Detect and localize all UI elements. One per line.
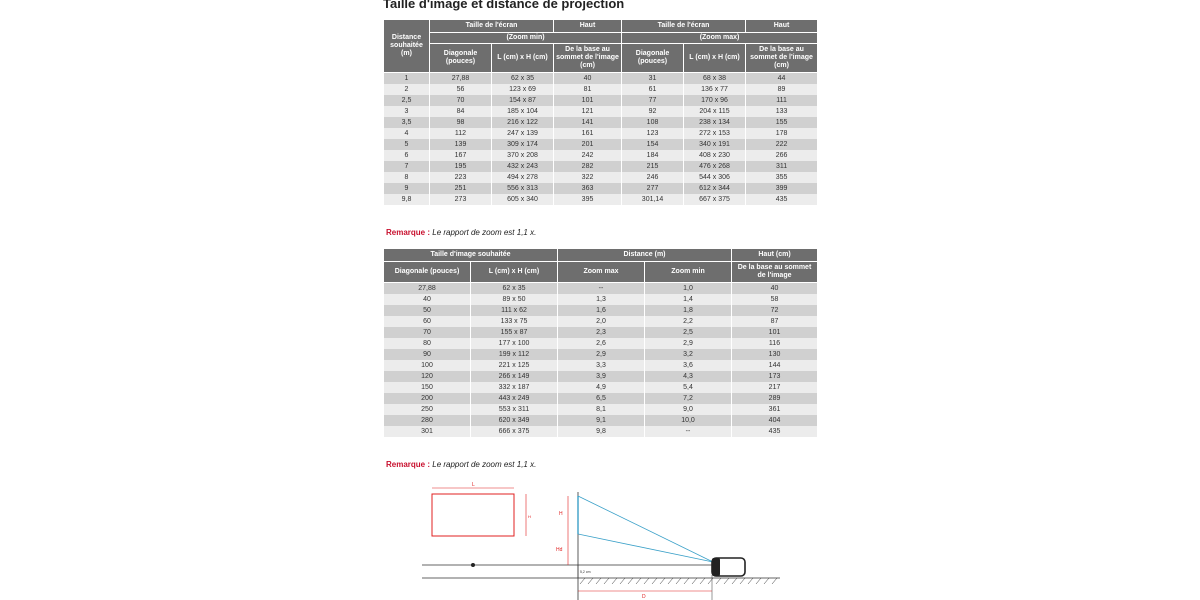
table-cell: 273 [430, 194, 492, 205]
image-size-table [383, 248, 818, 437]
table-cell: 301,14 [622, 194, 684, 205]
table-cell: 217 [732, 382, 818, 393]
table-row [384, 393, 818, 404]
height-label-small: H [528, 514, 531, 519]
table-cell: 50 [384, 305, 471, 316]
table-cell: 1,6 [558, 305, 645, 316]
table-cell: 133 [746, 106, 818, 117]
table-cell: 112 [430, 128, 492, 139]
table-cell: 250 [384, 404, 471, 415]
table-cell: 108 [622, 117, 684, 128]
table-cell: 215 [622, 161, 684, 172]
table-cell: 89 x 50 [471, 294, 558, 305]
table-row [384, 305, 818, 316]
table-cell: 10,0 [645, 415, 732, 426]
table-cell: 9,1 [558, 415, 645, 426]
table-cell: 98 [430, 117, 492, 128]
table-cell: 58 [732, 294, 818, 305]
table-cell: 40 [554, 73, 622, 85]
table-cell: 1,0 [645, 283, 732, 295]
table-cell: 272 x 153 [684, 128, 746, 139]
table-cell: 4,3 [645, 371, 732, 382]
table-cell: 154 x 87 [492, 95, 554, 106]
header-top: Haut (cm) [732, 249, 818, 262]
table-cell: 4 [384, 128, 430, 139]
table-cell: 9,0 [645, 404, 732, 415]
table-cell: 121 [554, 106, 622, 117]
table-cell: 553 x 311 [471, 404, 558, 415]
table-cell: 62 x 35 [492, 73, 554, 85]
header-image-size: Taille d'image souhaitée [384, 249, 558, 262]
table-cell: 1,3 [558, 294, 645, 305]
table-row [384, 172, 818, 183]
table-cell: 2,9 [558, 349, 645, 360]
header-zoom-max: (Zoom max) [622, 33, 818, 44]
table-row [384, 84, 818, 95]
table-row [384, 161, 818, 172]
table-cell: 5 [384, 139, 430, 150]
table-cell: 154 [622, 139, 684, 150]
floor-dot [471, 563, 475, 567]
table-cell: 6 [384, 150, 430, 161]
table-cell: 408 x 230 [684, 150, 746, 161]
table-body [384, 73, 818, 206]
note-label: Remarque : [386, 460, 431, 469]
table-cell: 177 x 100 [471, 338, 558, 349]
header-zoom-max: Zoom max [558, 262, 645, 283]
header-lh-max: L (cm) x H (cm) [684, 44, 746, 73]
table-cell: 60 [384, 316, 471, 327]
table-cell: 201 [554, 139, 622, 150]
beam-top [578, 496, 713, 562]
table-cell: 238 x 134 [684, 117, 746, 128]
header-distance: Distance (m) [558, 249, 732, 262]
table-cell: 44 [746, 73, 818, 85]
header-diag-min: Diagonale (pouces) [430, 44, 492, 73]
table-cell: 494 x 278 [492, 172, 554, 183]
table-cell: 399 [746, 183, 818, 194]
table-row [384, 371, 818, 382]
table-cell: 3,2 [645, 349, 732, 360]
table-row [384, 294, 818, 305]
table-cell: 3 [384, 106, 430, 117]
table-cell: 544 x 306 [684, 172, 746, 183]
table-row [384, 95, 818, 106]
table-cell: 111 x 62 [471, 305, 558, 316]
table-cell: 27,88 [430, 73, 492, 85]
table-cell: 123 x 69 [492, 84, 554, 95]
table-cell: 280 [384, 415, 471, 426]
table-row [384, 426, 818, 437]
table-cell: 666 x 375 [471, 426, 558, 437]
table-cell: 432 x 243 [492, 161, 554, 172]
screen-rect [432, 494, 514, 536]
projector-lens [712, 558, 720, 576]
table-row [384, 327, 818, 338]
table-cell: 332 x 187 [471, 382, 558, 393]
table-cell: -- [645, 426, 732, 437]
table-cell: 289 [732, 393, 818, 404]
table-cell: 120 [384, 371, 471, 382]
table-cell: 61 [622, 84, 684, 95]
table-cell: 195 [430, 161, 492, 172]
table-cell: 185 x 104 [492, 106, 554, 117]
table-cell: 5,4 [645, 382, 732, 393]
table-cell: 620 x 349 [471, 415, 558, 426]
table-cell: 161 [554, 128, 622, 139]
table-cell: 173 [732, 371, 818, 382]
table-cell: 199 x 112 [471, 349, 558, 360]
table-row [384, 360, 818, 371]
table-row [384, 382, 818, 393]
header-distance: Distance souhaitée (m) [384, 20, 430, 73]
base-height-label: Hd [556, 547, 563, 553]
table-cell: 311 [746, 161, 818, 172]
table-cell: 221 x 125 [471, 360, 558, 371]
table-cell: 322 [554, 172, 622, 183]
table-cell: 3,5 [384, 117, 430, 128]
table-cell: 2,3 [558, 327, 645, 338]
table-row [384, 283, 818, 295]
table-cell: 3,3 [558, 360, 645, 371]
table-cell: 395 [554, 194, 622, 205]
header-diag-max: Diagonale (pouces) [622, 44, 684, 73]
table-cell: 667 x 375 [684, 194, 746, 205]
table-cell: 2,5 [384, 95, 430, 106]
table-cell: 4,9 [558, 382, 645, 393]
table-row [384, 338, 818, 349]
table-cell: 435 [732, 426, 818, 437]
table-cell: 3,6 [645, 360, 732, 371]
table-cell: 1,8 [645, 305, 732, 316]
table-cell: 77 [622, 95, 684, 106]
header-base: De la base au sommet de l'image [732, 262, 818, 283]
table-cell: 40 [384, 294, 471, 305]
table-cell: 266 [746, 150, 818, 161]
table-cell: 70 [430, 95, 492, 106]
table-cell: 111 [746, 95, 818, 106]
table-row [384, 150, 818, 161]
table-cell: 167 [430, 150, 492, 161]
projection-distance-table [383, 19, 818, 205]
table-row [384, 106, 818, 117]
floor-hatch [580, 578, 777, 584]
width-label: L [472, 482, 475, 488]
projection-diagram [420, 478, 780, 600]
table-cell: 370 x 208 [492, 150, 554, 161]
table-cell: 184 [622, 150, 684, 161]
table-cell: 251 [430, 183, 492, 194]
table-cell: 155 [746, 117, 818, 128]
table-row [384, 117, 818, 128]
table-cell: 605 x 340 [492, 194, 554, 205]
table-cell: 200 [384, 393, 471, 404]
header-zoom-min: Zoom min [645, 262, 732, 283]
table-cell: 435 [746, 194, 818, 205]
table-row [384, 349, 818, 360]
table-cell: 7,2 [645, 393, 732, 404]
table-cell: 170 x 96 [684, 95, 746, 106]
header-base-max: De la base au sommet de l'image (cm) [746, 44, 818, 73]
header-screen-size-min: Taille de l'écran [430, 20, 554, 33]
table-cell: 9 [384, 183, 430, 194]
beam-bottom [578, 534, 713, 562]
table-cell: 612 x 344 [684, 183, 746, 194]
table-cell: 266 x 149 [471, 371, 558, 382]
table-cell: 556 x 313 [492, 183, 554, 194]
header-screen-size-max: Taille de l'écran [622, 20, 746, 33]
table-cell: 8 [384, 172, 430, 183]
table-cell: 100 [384, 360, 471, 371]
table-cell: 150 [384, 382, 471, 393]
table-cell: 2,9 [645, 338, 732, 349]
table-cell: 247 x 139 [492, 128, 554, 139]
table-cell: 81 [554, 84, 622, 95]
distance-label: D [642, 594, 646, 600]
table-cell: 123 [622, 128, 684, 139]
table-cell: 80 [384, 338, 471, 349]
table-cell: 404 [732, 415, 818, 426]
table-cell: 2,6 [558, 338, 645, 349]
table-cell: 277 [622, 183, 684, 194]
table-cell: 282 [554, 161, 622, 172]
header-zoom-min: (Zoom min) [430, 33, 622, 44]
offset-label: 5,2 cm [580, 570, 591, 574]
table-cell: 242 [554, 150, 622, 161]
table-cell: 7 [384, 161, 430, 172]
table-cell: 2,2 [645, 316, 732, 327]
table-cell: 56 [430, 84, 492, 95]
table-cell: 9,8 [384, 194, 430, 205]
table-cell: 204 x 115 [684, 106, 746, 117]
table-cell: 361 [732, 404, 818, 415]
table-row [384, 128, 818, 139]
table-cell: 70 [384, 327, 471, 338]
table-cell: -- [558, 283, 645, 295]
table-cell: 3,9 [558, 371, 645, 382]
table-cell: 309 x 174 [492, 139, 554, 150]
table-cell: 101 [554, 95, 622, 106]
table-row [384, 139, 818, 150]
table-row [384, 183, 818, 194]
note-label: Remarque : [386, 228, 431, 237]
header-diag: Diagonale (pouces) [384, 262, 471, 283]
table-cell: 2,5 [645, 327, 732, 338]
table-cell: 8,1 [558, 404, 645, 415]
table-cell: 9,8 [558, 426, 645, 437]
table-cell: 363 [554, 183, 622, 194]
table-cell: 2 [384, 84, 430, 95]
table-row [384, 316, 818, 327]
note-text: Le rapport de zoom est 1,1 x. [432, 460, 537, 469]
table-cell: 133 x 75 [471, 316, 558, 327]
table-cell: 340 x 191 [684, 139, 746, 150]
note-text: Le rapport de zoom est 1,1 x. [432, 228, 537, 237]
table-cell: 246 [622, 172, 684, 183]
table-row [384, 194, 818, 205]
table-cell: 101 [732, 327, 818, 338]
table-cell: 443 x 249 [471, 393, 558, 404]
table-cell: 2,0 [558, 316, 645, 327]
table-cell: 141 [554, 117, 622, 128]
table-cell: 144 [732, 360, 818, 371]
table-cell: 139 [430, 139, 492, 150]
table-cell: 90 [384, 349, 471, 360]
table-body [384, 283, 818, 438]
table-cell: 222 [746, 139, 818, 150]
table-cell: 68 x 38 [684, 73, 746, 85]
table-cell: 84 [430, 106, 492, 117]
table-cell: 136 x 77 [684, 84, 746, 95]
table-cell: 223 [430, 172, 492, 183]
table-row [384, 404, 818, 415]
table-cell: 1 [384, 73, 430, 85]
header-lh-min: L (cm) x H (cm) [492, 44, 554, 73]
table-cell: 92 [622, 106, 684, 117]
table-cell: 62 x 35 [471, 283, 558, 295]
table-cell: 31 [622, 73, 684, 85]
header-top-max: Haut [746, 20, 818, 33]
table-cell: 155 x 87 [471, 327, 558, 338]
table-cell: 72 [732, 305, 818, 316]
table-cell: 355 [746, 172, 818, 183]
table-cell: 87 [732, 316, 818, 327]
header-lh: L (cm) x H (cm) [471, 262, 558, 283]
table-cell: 89 [746, 84, 818, 95]
table-row [384, 415, 818, 426]
page-title: Taille d'image et distance de projection [383, 0, 625, 11]
table-cell: 130 [732, 349, 818, 360]
table-row [384, 73, 818, 85]
table-cell: 40 [732, 283, 818, 295]
table-cell: 27,88 [384, 283, 471, 295]
zoom-note [386, 228, 536, 238]
header-base-min: De la base au sommet de l'image (cm) [554, 44, 622, 73]
header-top-min: Haut [554, 20, 622, 33]
table-cell: 216 x 122 [492, 117, 554, 128]
table-cell: 476 x 268 [684, 161, 746, 172]
table-cell: 178 [746, 128, 818, 139]
table-cell: 116 [732, 338, 818, 349]
image-height-label: H [559, 511, 563, 517]
zoom-note [386, 460, 536, 470]
table-cell: 6,5 [558, 393, 645, 404]
table-cell: 1,4 [645, 294, 732, 305]
table-cell: 301 [384, 426, 471, 437]
